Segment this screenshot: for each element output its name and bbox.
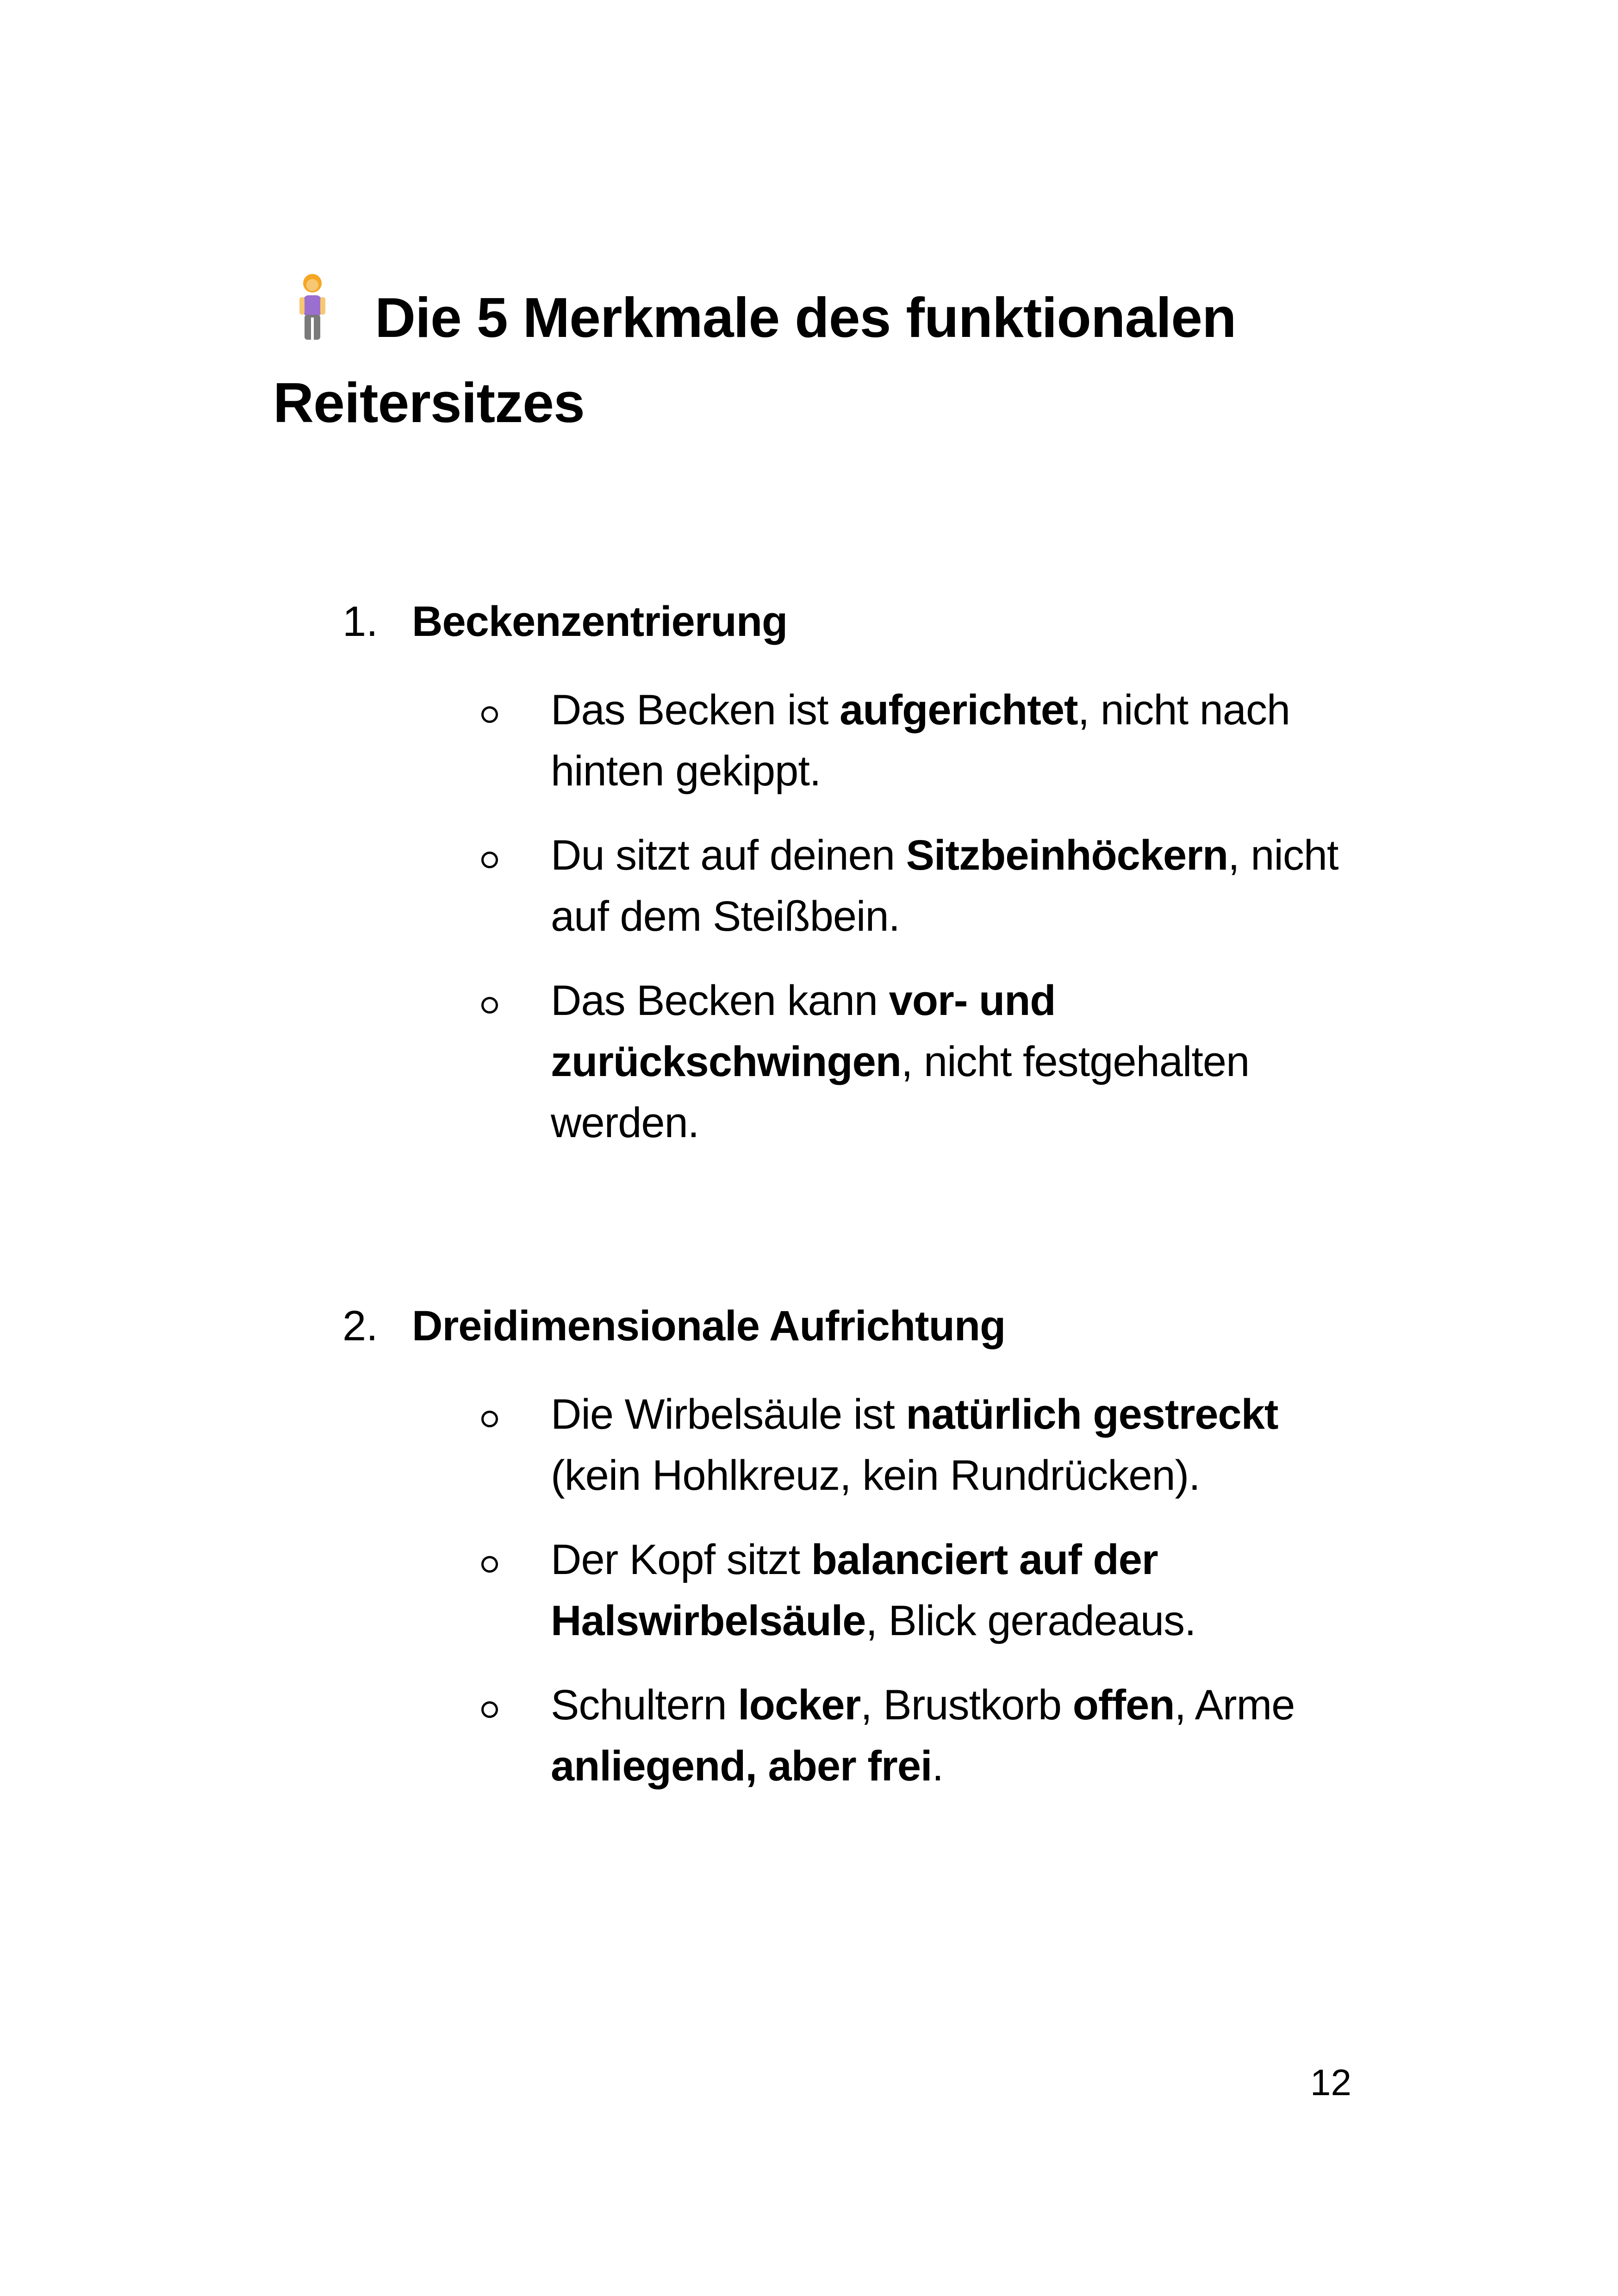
heading-line-2: Reitersitzes	[273, 371, 585, 434]
text-run: Der Kopf sitzt	[551, 1536, 811, 1583]
bullet-list	[0, 679, 1618, 1153]
list-item	[0, 1674, 1618, 1797]
bullet-text	[551, 1674, 1365, 1797]
bold-text-run: balanciert auf der Halswirbelsäule	[551, 1536, 1158, 1644]
bullet-text	[551, 1384, 1365, 1506]
bold-text-run: Sitzbeinhöckern	[906, 832, 1228, 879]
list-item	[0, 679, 1618, 802]
section-number: 1.	[342, 598, 378, 645]
bullet-text	[551, 1529, 1365, 1651]
text-run: , Brustkorb	[860, 1681, 1073, 1729]
heading-line-1: Die 5 Merkmale des funktionalen	[375, 286, 1236, 349]
text-run: Das Becken ist	[551, 686, 840, 734]
bold-text-run: aufgerichtet	[840, 686, 1078, 734]
section-title: Beckenzentrierung	[412, 598, 788, 645]
bold-text-run: vor- und zurückschwingen	[551, 977, 1056, 1085]
bullet-text	[551, 970, 1365, 1153]
bullet-list	[0, 1384, 1618, 1797]
circle-bullet-icon	[481, 852, 498, 868]
page-heading	[273, 273, 1430, 445]
text-run: Schultern	[551, 1681, 738, 1729]
circle-bullet-icon	[481, 1411, 498, 1427]
text-run: Die Wirbelsäule ist	[551, 1391, 906, 1438]
text-run: .	[932, 1742, 944, 1790]
text-run: Das Becken kann	[551, 977, 889, 1024]
text-run: , nicht festgehalten werden.	[551, 1038, 1250, 1146]
circle-bullet-icon	[481, 706, 498, 723]
list-item	[0, 970, 1618, 1153]
bold-text-run: offen	[1072, 1681, 1175, 1729]
circle-bullet-icon	[481, 1701, 498, 1718]
bold-text-run: locker	[738, 1681, 861, 1729]
section-header	[0, 1291, 1618, 1361]
section-title: Dreidimensionale Aufrichtung	[412, 1302, 1006, 1350]
section-dreidimensionale-aufrichtung	[0, 1291, 1618, 1820]
section-header	[0, 587, 1618, 656]
section-beckenzentrierung	[0, 587, 1618, 1176]
circle-bullet-icon	[481, 997, 498, 1014]
bold-text-run: natürlich gestreckt	[906, 1391, 1278, 1438]
circle-bullet-icon	[481, 1556, 498, 1573]
text-run: , Arme	[1174, 1681, 1295, 1729]
text-run: , Blick geradeaus.	[865, 1597, 1196, 1644]
text-run: , nicht auf dem Steißbein.	[551, 832, 1338, 940]
section-number: 2.	[342, 1302, 378, 1350]
list-item	[0, 1384, 1618, 1506]
bold-text-run: anliegend, aber frei	[551, 1742, 932, 1790]
bullet-text	[551, 679, 1365, 802]
text-run: (kein Hohlkreuz, kein Rundrücken).	[551, 1452, 1200, 1499]
text-run: Du sitzt auf deinen	[551, 832, 906, 879]
list-item	[0, 825, 1618, 947]
list-item	[0, 1529, 1618, 1651]
standing-woman-icon	[292, 273, 333, 342]
page-number: 12	[1310, 2062, 1351, 2103]
text-run: , nicht nach hinten gekippt.	[551, 686, 1290, 795]
bullet-text	[551, 825, 1365, 947]
